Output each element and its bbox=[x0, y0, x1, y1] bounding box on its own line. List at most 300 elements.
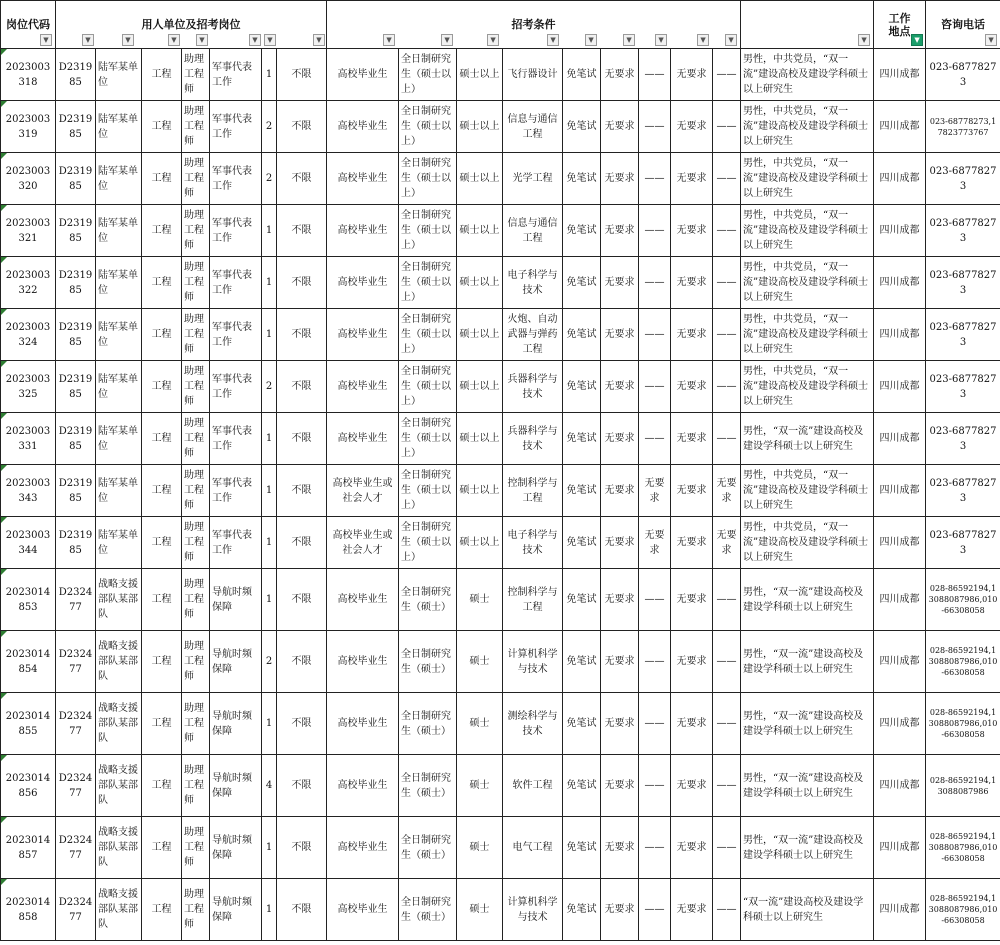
education-cell[interactable]: 全日制研究生（硕士） bbox=[399, 755, 457, 817]
category-cell[interactable]: 工程 bbox=[142, 465, 182, 517]
source-cell[interactable]: 高校毕业生 bbox=[327, 817, 399, 879]
post-cell[interactable]: 导航时频保障 bbox=[210, 569, 262, 631]
major-cell[interactable]: 电气工程 bbox=[503, 817, 563, 879]
limit-cell[interactable]: 不限 bbox=[277, 49, 327, 101]
condition4-cell[interactable]: —— bbox=[713, 205, 741, 257]
remark-cell[interactable]: 男性，“双一流”建设高校及建设学科硕士以上研究生 bbox=[741, 631, 874, 693]
unit-cell[interactable]: 陆军某单位 bbox=[96, 465, 142, 517]
table-row[interactable] bbox=[1, 153, 1000, 205]
condition2-cell[interactable]: —— bbox=[639, 205, 671, 257]
post-id-cell[interactable]: D232477 bbox=[56, 817, 96, 879]
headcount-cell[interactable]: 2 bbox=[262, 153, 277, 205]
phone-cell[interactable]: 023-68778273,17823773767 bbox=[926, 101, 1000, 153]
post-id-cell[interactable]: D231985 bbox=[56, 153, 96, 205]
condition3-cell[interactable]: 无要求 bbox=[671, 257, 713, 309]
limit-cell[interactable]: 不限 bbox=[277, 693, 327, 755]
degree-cell[interactable]: 硕士以上 bbox=[457, 153, 503, 205]
phone-cell[interactable]: 023-68778273 bbox=[926, 153, 1000, 205]
major-cell[interactable]: 信息与通信工程 bbox=[503, 101, 563, 153]
job-title-cell[interactable]: 助理工程师 bbox=[182, 101, 210, 153]
condition3-cell[interactable]: 无要求 bbox=[671, 101, 713, 153]
condition2-cell[interactable]: —— bbox=[639, 631, 671, 693]
post-id-cell[interactable]: D231985 bbox=[56, 257, 96, 309]
post-code-cell[interactable]: 2023003320 bbox=[1, 153, 56, 205]
filter-dropdown-icon[interactable]: ▼ bbox=[383, 34, 395, 46]
limit-cell[interactable]: 不限 bbox=[277, 205, 327, 257]
phone-cell[interactable]: 023-68778273 bbox=[926, 517, 1000, 569]
limit-cell[interactable]: 不限 bbox=[277, 517, 327, 569]
source-cell[interactable]: 高校毕业生 bbox=[327, 569, 399, 631]
remark-cell[interactable]: 男性，中共党员，“双一流”建设高校及建设学科硕士以上研究生 bbox=[741, 257, 874, 309]
headcount-cell[interactable]: 1 bbox=[262, 257, 277, 309]
remark-cell[interactable]: 男性，中共党员，“双一流”建设高校及建设学科硕士以上研究生 bbox=[741, 361, 874, 413]
condition1-cell[interactable]: 无要求 bbox=[601, 693, 639, 755]
condition1-cell[interactable]: 无要求 bbox=[601, 257, 639, 309]
condition2-cell[interactable]: —— bbox=[639, 879, 671, 941]
location-cell[interactable]: 四川成都 bbox=[874, 465, 926, 517]
post-id-cell[interactable]: D231985 bbox=[56, 517, 96, 569]
location-cell[interactable]: 四川成都 bbox=[874, 153, 926, 205]
condition2-cell[interactable]: 无要求 bbox=[639, 517, 671, 569]
degree-cell[interactable]: 硕士以上 bbox=[457, 49, 503, 101]
condition2-cell[interactable]: —— bbox=[639, 755, 671, 817]
post-cell[interactable]: 军事代表工作 bbox=[210, 517, 262, 569]
degree-cell[interactable]: 硕士以上 bbox=[457, 517, 503, 569]
post-code-cell[interactable]: 2023003325 bbox=[1, 361, 56, 413]
source-cell[interactable]: 高校毕业生 bbox=[327, 153, 399, 205]
post-cell[interactable]: 军事代表工作 bbox=[210, 465, 262, 517]
condition1-cell[interactable]: 无要求 bbox=[601, 153, 639, 205]
unit-cell[interactable]: 战略支援部队某部队 bbox=[96, 879, 142, 941]
condition4-cell[interactable]: —— bbox=[713, 631, 741, 693]
condition1-cell[interactable]: 无要求 bbox=[601, 101, 639, 153]
filter-dropdown-icon[interactable]: ▼ bbox=[697, 34, 709, 46]
location-cell[interactable]: 四川成都 bbox=[874, 49, 926, 101]
condition1-cell[interactable]: 无要求 bbox=[601, 755, 639, 817]
condition2-cell[interactable]: —— bbox=[639, 257, 671, 309]
post-code-cell[interactable]: 2023003331 bbox=[1, 413, 56, 465]
remark-cell[interactable]: 男性，中共党员，“双一流”建设高校及建设学科硕士以上研究生 bbox=[741, 101, 874, 153]
condition4-cell[interactable]: —— bbox=[713, 49, 741, 101]
condition1-cell[interactable]: 无要求 bbox=[601, 49, 639, 101]
post-cell[interactable]: 导航时频保障 bbox=[210, 755, 262, 817]
post-cell[interactable]: 军事代表工作 bbox=[210, 153, 262, 205]
filter-dropdown-icon[interactable]: ▼ bbox=[623, 34, 635, 46]
post-id-cell[interactable]: D232477 bbox=[56, 569, 96, 631]
condition1-cell[interactable]: 无要求 bbox=[601, 879, 639, 941]
job-title-cell[interactable]: 助理工程师 bbox=[182, 631, 210, 693]
filter-dropdown-icon[interactable]: ▼ bbox=[985, 34, 997, 46]
headcount-cell[interactable]: 1 bbox=[262, 817, 277, 879]
remark-cell[interactable]: 男性，“双一流”建设高校及建设学科硕士以上研究生 bbox=[741, 569, 874, 631]
remark-cell[interactable]: 男性，“双一流”建设高校及建设学科硕士以上研究生 bbox=[741, 755, 874, 817]
condition3-cell[interactable]: 无要求 bbox=[671, 413, 713, 465]
phone-cell[interactable]: 023-68778273 bbox=[926, 205, 1000, 257]
unit-cell[interactable]: 陆军某单位 bbox=[96, 361, 142, 413]
source-cell[interactable]: 高校毕业生或社会人才 bbox=[327, 465, 399, 517]
table-row[interactable] bbox=[1, 309, 1000, 361]
job-title-cell[interactable]: 助理工程师 bbox=[182, 879, 210, 941]
degree-cell[interactable]: 硕士以上 bbox=[457, 361, 503, 413]
phone-cell[interactable]: 023-68778273 bbox=[926, 257, 1000, 309]
filter-dropdown-icon[interactable]: ▼ bbox=[82, 34, 94, 46]
filter-dropdown-icon[interactable]: ▼ bbox=[40, 34, 52, 46]
condition4-cell[interactable]: —— bbox=[713, 101, 741, 153]
exam-cell[interactable]: 免笔试 bbox=[563, 569, 601, 631]
source-cell[interactable]: 高校毕业生 bbox=[327, 879, 399, 941]
phone-cell[interactable]: 023-68778273 bbox=[926, 465, 1000, 517]
condition3-cell[interactable]: 无要求 bbox=[671, 631, 713, 693]
post-cell[interactable]: 导航时频保障 bbox=[210, 631, 262, 693]
condition4-cell[interactable]: —— bbox=[713, 755, 741, 817]
degree-cell[interactable]: 硕士 bbox=[457, 569, 503, 631]
exam-cell[interactable]: 免笔试 bbox=[563, 879, 601, 941]
location-cell[interactable]: 四川成都 bbox=[874, 205, 926, 257]
major-cell[interactable]: 光学工程 bbox=[503, 153, 563, 205]
major-cell[interactable]: 计算机科学与技术 bbox=[503, 879, 563, 941]
condition4-cell[interactable]: —— bbox=[713, 153, 741, 205]
post-id-cell[interactable]: D231985 bbox=[56, 205, 96, 257]
post-id-cell[interactable]: D231985 bbox=[56, 309, 96, 361]
post-cell[interactable]: 军事代表工作 bbox=[210, 257, 262, 309]
condition3-cell[interactable]: 无要求 bbox=[671, 693, 713, 755]
phone-cell[interactable]: 023-68778273 bbox=[926, 361, 1000, 413]
job-title-cell[interactable]: 助理工程师 bbox=[182, 49, 210, 101]
category-cell[interactable]: 工程 bbox=[142, 693, 182, 755]
major-cell[interactable]: 飞行器设计 bbox=[503, 49, 563, 101]
post-code-cell[interactable]: 2023014858 bbox=[1, 879, 56, 941]
condition1-cell[interactable]: 无要求 bbox=[601, 569, 639, 631]
job-title-cell[interactable]: 助理工程师 bbox=[182, 817, 210, 879]
remark-cell[interactable]: 男性，“双一流”建设高校及建设学科硕士以上研究生 bbox=[741, 413, 874, 465]
major-cell[interactable]: 测绘科学与技术 bbox=[503, 693, 563, 755]
condition1-cell[interactable]: 无要求 bbox=[601, 361, 639, 413]
job-title-cell[interactable]: 助理工程师 bbox=[182, 755, 210, 817]
phone-cell[interactable]: 028-86592194,13088087986,010-66308058 bbox=[926, 879, 1000, 941]
exam-cell[interactable]: 免笔试 bbox=[563, 755, 601, 817]
condition3-cell[interactable]: 无要求 bbox=[671, 465, 713, 517]
table-row[interactable] bbox=[1, 413, 1000, 465]
location-cell[interactable]: 四川成都 bbox=[874, 101, 926, 153]
headcount-cell[interactable]: 1 bbox=[262, 569, 277, 631]
education-cell[interactable]: 全日制研究生（硕士以上） bbox=[399, 361, 457, 413]
major-cell[interactable]: 兵器科学与技术 bbox=[503, 413, 563, 465]
source-cell[interactable]: 高校毕业生 bbox=[327, 101, 399, 153]
condition3-cell[interactable]: 无要求 bbox=[671, 153, 713, 205]
post-code-cell[interactable]: 2023014853 bbox=[1, 569, 56, 631]
limit-cell[interactable]: 不限 bbox=[277, 413, 327, 465]
post-code-cell[interactable]: 2023003344 bbox=[1, 517, 56, 569]
unit-cell[interactable]: 陆军某单位 bbox=[96, 413, 142, 465]
category-cell[interactable]: 工程 bbox=[142, 309, 182, 361]
education-cell[interactable]: 全日制研究生（硕士） bbox=[399, 879, 457, 941]
major-cell[interactable]: 火炮、自动武器与弹药工程 bbox=[503, 309, 563, 361]
condition2-cell[interactable]: —— bbox=[639, 309, 671, 361]
education-cell[interactable]: 全日制研究生（硕士以上） bbox=[399, 153, 457, 205]
condition2-cell[interactable]: —— bbox=[639, 569, 671, 631]
headcount-cell[interactable]: 2 bbox=[262, 631, 277, 693]
table-row[interactable] bbox=[1, 101, 1000, 153]
post-cell[interactable]: 导航时频保障 bbox=[210, 879, 262, 941]
unit-cell[interactable]: 陆军某单位 bbox=[96, 517, 142, 569]
table-row[interactable] bbox=[1, 49, 1000, 101]
unit-cell[interactable]: 陆军某单位 bbox=[96, 309, 142, 361]
major-cell[interactable]: 兵器科学与技术 bbox=[503, 361, 563, 413]
job-title-cell[interactable]: 助理工程师 bbox=[182, 361, 210, 413]
location-cell[interactable]: 四川成都 bbox=[874, 413, 926, 465]
post-cell[interactable]: 导航时频保障 bbox=[210, 693, 262, 755]
exam-cell[interactable]: 免笔试 bbox=[563, 205, 601, 257]
headcount-cell[interactable]: 1 bbox=[262, 309, 277, 361]
table-row[interactable] bbox=[1, 631, 1000, 693]
condition3-cell[interactable]: 无要求 bbox=[671, 517, 713, 569]
headcount-cell[interactable]: 1 bbox=[262, 879, 277, 941]
source-cell[interactable]: 高校毕业生 bbox=[327, 361, 399, 413]
major-cell[interactable]: 控制科学与工程 bbox=[503, 569, 563, 631]
post-id-cell[interactable]: D232477 bbox=[56, 631, 96, 693]
unit-cell[interactable]: 陆军某单位 bbox=[96, 49, 142, 101]
limit-cell[interactable]: 不限 bbox=[277, 755, 327, 817]
headcount-cell[interactable]: 1 bbox=[262, 413, 277, 465]
source-cell[interactable]: 高校毕业生 bbox=[327, 49, 399, 101]
condition4-cell[interactable]: —— bbox=[713, 361, 741, 413]
exam-cell[interactable]: 免笔试 bbox=[563, 465, 601, 517]
filter-dropdown-icon[interactable]: ▼ bbox=[313, 34, 325, 46]
education-cell[interactable]: 全日制研究生（硕士以上） bbox=[399, 49, 457, 101]
post-cell[interactable]: 军事代表工作 bbox=[210, 101, 262, 153]
post-id-cell[interactable]: D231985 bbox=[56, 413, 96, 465]
condition1-cell[interactable]: 无要求 bbox=[601, 517, 639, 569]
category-cell[interactable]: 工程 bbox=[142, 879, 182, 941]
condition3-cell[interactable]: 无要求 bbox=[671, 309, 713, 361]
filter-dropdown-icon[interactable]: ▼ bbox=[441, 34, 453, 46]
table-row[interactable] bbox=[1, 205, 1000, 257]
filter-dropdown-icon[interactable]: ▼ bbox=[168, 34, 180, 46]
condition4-cell[interactable]: —— bbox=[713, 879, 741, 941]
phone-cell[interactable]: 023-68778273 bbox=[926, 413, 1000, 465]
location-cell[interactable]: 四川成都 bbox=[874, 517, 926, 569]
limit-cell[interactable]: 不限 bbox=[277, 361, 327, 413]
job-title-cell[interactable]: 助理工程师 bbox=[182, 413, 210, 465]
condition2-cell[interactable]: 无要求 bbox=[639, 465, 671, 517]
job-title-cell[interactable]: 助理工程师 bbox=[182, 465, 210, 517]
category-cell[interactable]: 工程 bbox=[142, 205, 182, 257]
exam-cell[interactable]: 免笔试 bbox=[563, 693, 601, 755]
education-cell[interactable]: 全日制研究生（硕士以上） bbox=[399, 309, 457, 361]
condition3-cell[interactable]: 无要求 bbox=[671, 569, 713, 631]
category-cell[interactable]: 工程 bbox=[142, 153, 182, 205]
degree-cell[interactable]: 硕士 bbox=[457, 879, 503, 941]
education-cell[interactable]: 全日制研究生（硕士） bbox=[399, 817, 457, 879]
exam-cell[interactable]: 免笔试 bbox=[563, 817, 601, 879]
condition3-cell[interactable]: 无要求 bbox=[671, 205, 713, 257]
post-code-cell[interactable]: 2023003324 bbox=[1, 309, 56, 361]
education-cell[interactable]: 全日制研究生（硕士以上） bbox=[399, 465, 457, 517]
major-cell[interactable]: 信息与通信工程 bbox=[503, 205, 563, 257]
job-title-cell[interactable]: 助理工程师 bbox=[182, 257, 210, 309]
filter-dropdown-icon[interactable]: ▼ bbox=[655, 34, 667, 46]
condition1-cell[interactable]: 无要求 bbox=[601, 205, 639, 257]
remark-cell[interactable]: “双一流”建设高校及建设学科硕士以上研究生 bbox=[741, 879, 874, 941]
post-id-cell[interactable]: D231985 bbox=[56, 49, 96, 101]
source-cell[interactable]: 高校毕业生或社会人才 bbox=[327, 517, 399, 569]
degree-cell[interactable]: 硕士以上 bbox=[457, 309, 503, 361]
filter-dropdown-icon[interactable]: ▼ bbox=[725, 34, 737, 46]
unit-cell[interactable]: 战略支援部队某部队 bbox=[96, 817, 142, 879]
job-title-cell[interactable]: 助理工程师 bbox=[182, 517, 210, 569]
post-cell[interactable]: 军事代表工作 bbox=[210, 413, 262, 465]
post-code-cell[interactable]: 2023014856 bbox=[1, 755, 56, 817]
exam-cell[interactable]: 免笔试 bbox=[563, 153, 601, 205]
remark-cell[interactable]: 男性，中共党员，“双一流”建设高校及建设学科硕士以上研究生 bbox=[741, 309, 874, 361]
limit-cell[interactable]: 不限 bbox=[277, 257, 327, 309]
location-cell[interactable]: 四川成都 bbox=[874, 569, 926, 631]
limit-cell[interactable]: 不限 bbox=[277, 309, 327, 361]
post-id-cell[interactable]: D232477 bbox=[56, 693, 96, 755]
table-row[interactable] bbox=[1, 361, 1000, 413]
headcount-cell[interactable]: 2 bbox=[262, 361, 277, 413]
post-code-cell[interactable]: 2023003318 bbox=[1, 49, 56, 101]
source-cell[interactable]: 高校毕业生 bbox=[327, 631, 399, 693]
degree-cell[interactable]: 硕士以上 bbox=[457, 465, 503, 517]
headcount-cell[interactable]: 4 bbox=[262, 755, 277, 817]
location-cell[interactable]: 四川成都 bbox=[874, 755, 926, 817]
degree-cell[interactable]: 硕士 bbox=[457, 693, 503, 755]
post-cell[interactable]: 军事代表工作 bbox=[210, 205, 262, 257]
limit-cell[interactable]: 不限 bbox=[277, 631, 327, 693]
condition2-cell[interactable]: —— bbox=[639, 49, 671, 101]
condition2-cell[interactable]: —— bbox=[639, 153, 671, 205]
category-cell[interactable]: 工程 bbox=[142, 361, 182, 413]
post-cell[interactable]: 军事代表工作 bbox=[210, 49, 262, 101]
headcount-cell[interactable]: 1 bbox=[262, 49, 277, 101]
education-cell[interactable]: 全日制研究生（硕士以上） bbox=[399, 413, 457, 465]
filter-dropdown-icon[interactable]: ▼ bbox=[487, 34, 499, 46]
condition2-cell[interactable]: —— bbox=[639, 361, 671, 413]
unit-cell[interactable]: 陆军某单位 bbox=[96, 101, 142, 153]
condition3-cell[interactable]: 无要求 bbox=[671, 49, 713, 101]
post-code-cell[interactable]: 2023014857 bbox=[1, 817, 56, 879]
table-row[interactable] bbox=[1, 755, 1000, 817]
phone-cell[interactable]: 028-86592194,13088087986 bbox=[926, 755, 1000, 817]
phone-cell[interactable]: 028-86592194,13088087986,010-66308058 bbox=[926, 693, 1000, 755]
category-cell[interactable]: 工程 bbox=[142, 817, 182, 879]
location-cell[interactable]: 四川成都 bbox=[874, 631, 926, 693]
condition4-cell[interactable]: —— bbox=[713, 817, 741, 879]
source-cell[interactable]: 高校毕业生 bbox=[327, 257, 399, 309]
exam-cell[interactable]: 免笔试 bbox=[563, 257, 601, 309]
source-cell[interactable]: 高校毕业生 bbox=[327, 413, 399, 465]
headcount-cell[interactable]: 1 bbox=[262, 517, 277, 569]
job-title-cell[interactable]: 助理工程师 bbox=[182, 693, 210, 755]
post-code-cell[interactable]: 2023003321 bbox=[1, 205, 56, 257]
condition1-cell[interactable]: 无要求 bbox=[601, 309, 639, 361]
exam-cell[interactable]: 免笔试 bbox=[563, 631, 601, 693]
limit-cell[interactable]: 不限 bbox=[277, 569, 327, 631]
condition3-cell[interactable]: 无要求 bbox=[671, 879, 713, 941]
post-id-cell[interactable]: D231985 bbox=[56, 101, 96, 153]
filter-dropdown-icon[interactable]: ▼ bbox=[585, 34, 597, 46]
condition4-cell[interactable]: —— bbox=[713, 569, 741, 631]
category-cell[interactable]: 工程 bbox=[142, 569, 182, 631]
major-cell[interactable]: 计算机科学与技术 bbox=[503, 631, 563, 693]
unit-cell[interactable]: 战略支援部队某部队 bbox=[96, 693, 142, 755]
limit-cell[interactable]: 不限 bbox=[277, 817, 327, 879]
limit-cell[interactable]: 不限 bbox=[277, 101, 327, 153]
filter-active-icon[interactable]: ▼ bbox=[911, 34, 923, 46]
condition1-cell[interactable]: 无要求 bbox=[601, 817, 639, 879]
major-cell[interactable]: 电子科学与技术 bbox=[503, 517, 563, 569]
major-cell[interactable]: 软件工程 bbox=[503, 755, 563, 817]
degree-cell[interactable]: 硕士以上 bbox=[457, 257, 503, 309]
headcount-cell[interactable]: 2 bbox=[262, 101, 277, 153]
source-cell[interactable]: 高校毕业生 bbox=[327, 755, 399, 817]
table-row[interactable] bbox=[1, 517, 1000, 569]
table-row[interactable] bbox=[1, 569, 1000, 631]
remark-cell[interactable]: 男性，中共党员，“双一流”建设高校及建设学科硕士以上研究生 bbox=[741, 205, 874, 257]
degree-cell[interactable]: 硕士 bbox=[457, 755, 503, 817]
category-cell[interactable]: 工程 bbox=[142, 631, 182, 693]
headcount-cell[interactable]: 1 bbox=[262, 205, 277, 257]
education-cell[interactable]: 全日制研究生（硕士） bbox=[399, 631, 457, 693]
source-cell[interactable]: 高校毕业生 bbox=[327, 693, 399, 755]
headcount-cell[interactable]: 1 bbox=[262, 693, 277, 755]
post-code-cell[interactable]: 2023014855 bbox=[1, 693, 56, 755]
location-cell[interactable]: 四川成都 bbox=[874, 879, 926, 941]
limit-cell[interactable]: 不限 bbox=[277, 465, 327, 517]
condition2-cell[interactable]: —— bbox=[639, 817, 671, 879]
major-cell[interactable]: 电子科学与技术 bbox=[503, 257, 563, 309]
education-cell[interactable]: 全日制研究生（硕士） bbox=[399, 569, 457, 631]
source-cell[interactable]: 高校毕业生 bbox=[327, 309, 399, 361]
unit-cell[interactable]: 战略支援部队某部队 bbox=[96, 755, 142, 817]
remark-cell[interactable]: 男性，中共党员，“双一流”建设高校及建设学科硕士以上研究生 bbox=[741, 465, 874, 517]
post-code-cell[interactable]: 2023003343 bbox=[1, 465, 56, 517]
condition4-cell[interactable]: —— bbox=[713, 413, 741, 465]
location-cell[interactable]: 四川成都 bbox=[874, 257, 926, 309]
unit-cell[interactable]: 战略支援部队某部队 bbox=[96, 631, 142, 693]
unit-cell[interactable]: 陆军某单位 bbox=[96, 205, 142, 257]
remark-cell[interactable]: 男性，“双一流”建设高校及建设学科硕士以上研究生 bbox=[741, 693, 874, 755]
condition4-cell[interactable]: —— bbox=[713, 309, 741, 361]
condition1-cell[interactable]: 无要求 bbox=[601, 465, 639, 517]
table-row[interactable] bbox=[1, 257, 1000, 309]
table-row[interactable] bbox=[1, 465, 1000, 517]
condition1-cell[interactable]: 无要求 bbox=[601, 413, 639, 465]
phone-cell[interactable]: 028-86592194,13088087986,010-66308058 bbox=[926, 817, 1000, 879]
condition4-cell[interactable]: 无要求 bbox=[713, 517, 741, 569]
condition2-cell[interactable]: —— bbox=[639, 693, 671, 755]
condition2-cell[interactable]: —— bbox=[639, 101, 671, 153]
location-cell[interactable]: 四川成都 bbox=[874, 309, 926, 361]
table-row[interactable] bbox=[1, 817, 1000, 879]
post-id-cell[interactable]: D232477 bbox=[56, 879, 96, 941]
exam-cell[interactable]: 免笔试 bbox=[563, 49, 601, 101]
limit-cell[interactable]: 不限 bbox=[277, 879, 327, 941]
exam-cell[interactable]: 免笔试 bbox=[563, 413, 601, 465]
phone-cell[interactable]: 028-86592194,13088087986,010-66308058 bbox=[926, 569, 1000, 631]
condition4-cell[interactable]: —— bbox=[713, 693, 741, 755]
table-row[interactable] bbox=[1, 693, 1000, 755]
source-cell[interactable]: 高校毕业生 bbox=[327, 205, 399, 257]
category-cell[interactable]: 工程 bbox=[142, 755, 182, 817]
remark-cell[interactable]: 男性，“双一流”建设高校及建设学科硕士以上研究生 bbox=[741, 817, 874, 879]
condition3-cell[interactable]: 无要求 bbox=[671, 755, 713, 817]
education-cell[interactable]: 全日制研究生（硕士以上） bbox=[399, 257, 457, 309]
post-cell[interactable]: 军事代表工作 bbox=[210, 309, 262, 361]
exam-cell[interactable]: 免笔试 bbox=[563, 101, 601, 153]
unit-cell[interactable]: 战略支援部队某部队 bbox=[96, 569, 142, 631]
